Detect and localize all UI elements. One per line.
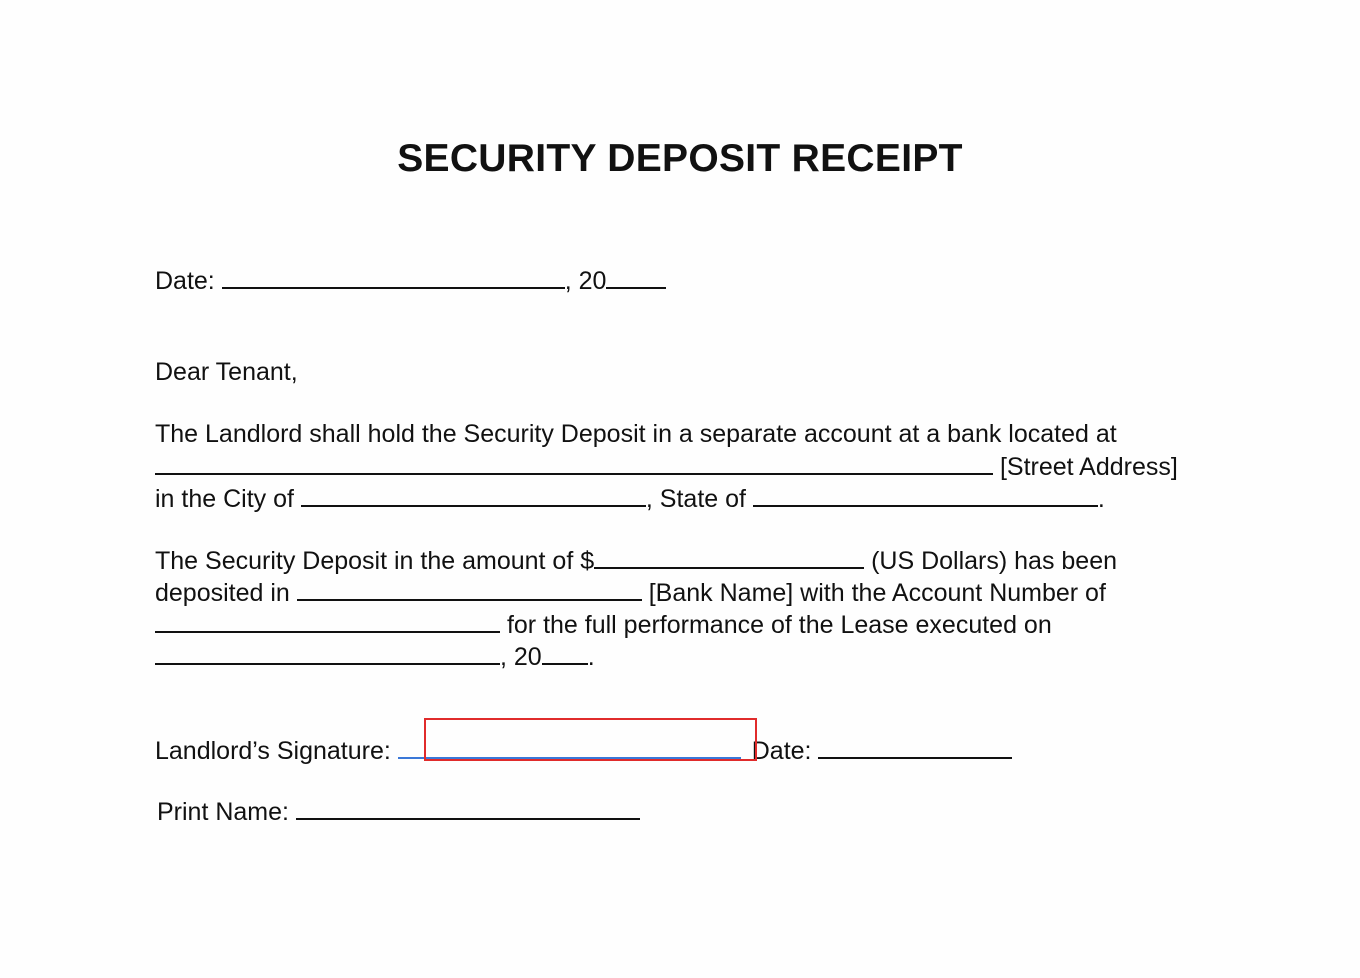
lease-label: for the full performance of the Lease executed on [506, 611, 1052, 639]
para2-line1 [155, 545, 1117, 576]
salutation: Dear Tenant, [155, 358, 298, 386]
landlord-signature-label: Landlord’s Signature: [155, 737, 391, 765]
signature-date-blank-field[interactable] [818, 735, 1012, 759]
para2-line4 [155, 641, 595, 672]
lease-year-prefix: , 20 [500, 643, 542, 671]
city-label: in the City of [155, 485, 294, 513]
date-year-prefix: , 20 [564, 267, 607, 295]
account-number-blank-field[interactable] [155, 609, 500, 633]
signature-date-label: Date: [751, 737, 812, 765]
print-name-line [157, 796, 640, 827]
lease-year-blank-field[interactable] [542, 641, 588, 665]
deposited-in-label: deposited in [155, 579, 290, 607]
para2-end: . [587, 643, 595, 671]
signature-input-field[interactable] [424, 718, 757, 761]
street-address-blank-field[interactable] [155, 451, 993, 475]
para2-line2 [155, 577, 1106, 608]
para1-line3 [155, 483, 1105, 514]
state-label: , State of [645, 485, 746, 513]
para1-end: . [1097, 485, 1105, 513]
lease-date-blank-field[interactable] [155, 641, 500, 665]
state-blank-field[interactable] [753, 483, 1098, 507]
para1-line1: The Landlord shall hold the Security Deposit in a separate account at a bank located at [155, 420, 1117, 448]
city-blank-field[interactable] [301, 483, 646, 507]
para2-line3 [155, 609, 1052, 640]
print-name-label: Print Name: [157, 798, 289, 826]
amount-label: The Security Deposit in the amount of $ [155, 547, 595, 575]
date-year-blank-field[interactable] [606, 265, 666, 289]
street-address-label: [Street Address] [999, 453, 1178, 481]
bank-name-label: [Bank Name] with the Account Number of [648, 579, 1106, 607]
bank-name-blank-field[interactable] [297, 577, 642, 601]
us-dollars-label: (US Dollars) has been [871, 547, 1118, 575]
date-label: Date: [155, 267, 215, 295]
para1-line2 [155, 451, 1178, 482]
date-blank-field[interactable] [222, 265, 565, 289]
print-name-blank-field[interactable] [296, 796, 640, 820]
date-line [155, 265, 666, 296]
document-title: SECURITY DEPOSIT RECEIPT [397, 137, 963, 180]
amount-blank-field[interactable] [594, 545, 864, 569]
